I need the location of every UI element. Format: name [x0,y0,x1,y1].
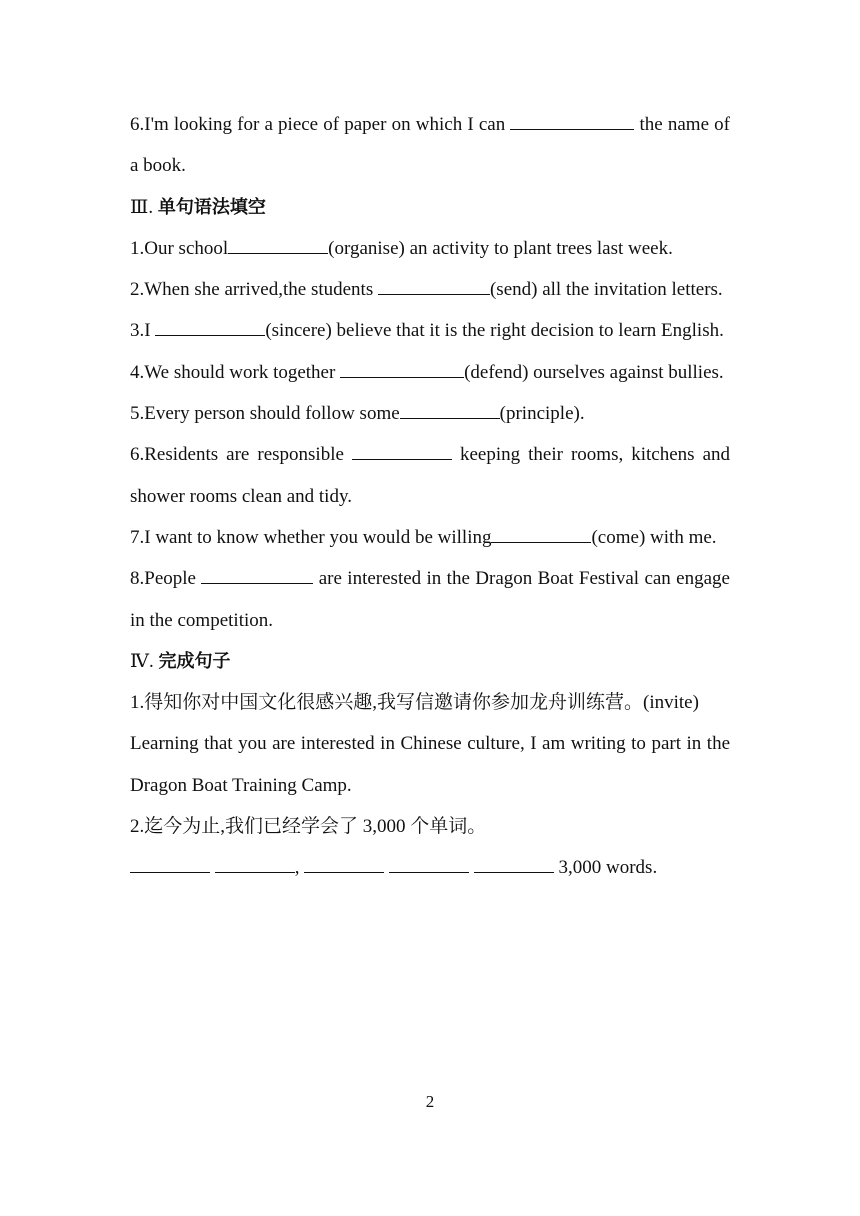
item-text-before: 2.When she arrived,the students [130,279,378,301]
item-text-before: 3.I [130,320,156,342]
translation-item-2-answer [130,847,730,888]
item-text-after: 3,000 words. [553,857,658,879]
grammar-item-6 [130,434,730,517]
section-numeral: Ⅲ. [130,196,154,218]
page-number: 2 [425,1092,435,1111]
answer-blank[interactable] [340,359,464,378]
answer-blank[interactable] [155,317,265,336]
item-text-after: (send) all the invitation letters. [489,279,723,301]
translation-item-1-chinese: 1.得知你对中国文化很感兴趣,我写信邀请你参加龙舟训练营。(invite) [130,692,699,714]
section-4-heading [130,641,730,682]
section-numeral: Ⅳ. [130,650,154,672]
grammar-item-7 [130,517,730,558]
answer-blank[interactable] [491,524,591,543]
grammar-item-2 [130,269,730,310]
answer-blank[interactable] [378,276,490,295]
answer-blank[interactable] [130,854,210,873]
item-text-after: (sincere) believe that it is the right decision to learn English. [265,320,724,342]
grammar-item-5 [130,393,730,434]
item-text-before: 8.People [130,568,202,590]
section-3-heading [130,187,730,228]
item-text-before: 7.I want to know whether you would be willing [130,526,492,548]
answer-blank[interactable] [228,235,328,254]
answer-blank[interactable] [474,854,554,873]
item-text-after: (principle). [499,403,585,425]
answer-blank[interactable] [389,854,469,873]
item-text-after: (come) with me. [591,526,717,548]
item-text-before: 5.Every person should follow some [130,403,400,425]
grammar-item-1 [130,228,730,269]
answer-blank[interactable] [352,441,452,460]
grammar-item-8 [130,558,730,641]
comma-text: , [294,857,300,879]
answer-blank[interactable] [400,400,500,419]
item-text-after: (organise) an activity to plant trees last week. [328,237,673,259]
item-text-before: 1.Our school [130,237,229,259]
item-text-before: 6.Residents are responsible [130,444,352,466]
grammar-item-4 [130,352,730,393]
answer-blank[interactable] [304,854,384,873]
item-text-after: are interested in the Dragon Boat Festival can engage in the competition. [130,568,730,631]
answer-blank[interactable] [215,854,295,873]
item-text-after: (defend) ourselves against bullies. [464,361,724,383]
translation-item-1-english: Learning that you are interested in Chinese culture, I am writing to part in the Dragon Boat Training Camp. [130,733,730,796]
section-title: 完成句子 [158,650,231,672]
answer-blank[interactable] [201,565,313,584]
translation-item-2-chinese: 2.迄今为止,我们已经学会了 3,000 个单词。 [130,816,487,838]
answer-blank[interactable] [510,111,634,130]
item-text-before: 4.We should work together [130,361,341,383]
item-text-after: keeping their rooms, kitchens and shower rooms clean and tidy. [130,444,730,507]
page-content [130,104,730,889]
grammar-item-3 [130,310,730,351]
item-text-before: 6.I'm looking for a piece of paper on which I can [130,114,511,135]
exercise-line-6 [130,104,730,187]
section-title: 单句语法填空 [157,196,266,218]
item-text-after: the name of a book. [130,114,730,177]
